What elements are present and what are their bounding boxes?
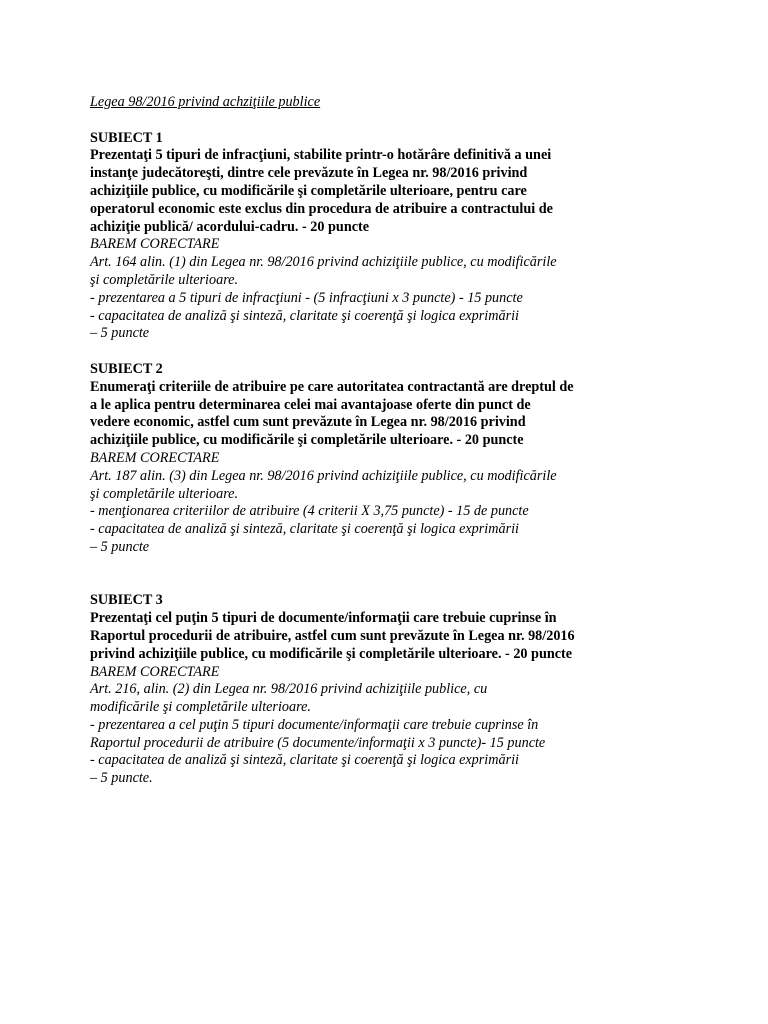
question-line: Enumeraţi criteriile de atribuire pe care autoritatea contractantă are dreptul de	[90, 378, 574, 395]
spacer	[90, 557, 630, 593]
subject-2	[90, 361, 630, 557]
question-line: instanţe judecătoreşti, dintre cele prevăzute în Legea nr. 98/2016 privind	[90, 165, 528, 182]
barem-line: Art. 216, alin. (2) din Legea nr. 98/2016 privind achiziţiile publice, cu	[90, 681, 488, 698]
question-line: vedere economic, astfel cum sunt prevăzute în Legea nr. 98/2016 privind	[90, 414, 526, 431]
barem-line: modificările şi completările ulterioare.	[90, 699, 311, 716]
barem-title: BAREM CORECTARE	[90, 236, 220, 253]
subject-heading: SUBIECT 2	[90, 360, 163, 377]
question-line: operatorul economic este exclus din procedura de atribuire a contractului de	[90, 200, 553, 217]
subject-heading: SUBIECT 3	[90, 592, 163, 609]
barem-line: Art. 187 alin. (3) din Legea nr. 98/2016 privind achiziţiile publice, cu modificările	[90, 467, 557, 484]
document-page	[90, 94, 630, 788]
barem-line: - capacitatea de analiză şi sinteză, claritate şi coerenţă şi logica exprimării	[90, 521, 519, 538]
barem-line: – 5 puncte	[90, 325, 150, 342]
question-line: achiziţie publică/ acordului-cadru. - 20 puncte	[90, 218, 370, 235]
barem-line: - capacitatea de analiză şi sinteză, claritate şi coerenţă şi logica exprimării	[90, 752, 519, 769]
question-line: a le aplica pentru determinarea celei mai avantajoase oferte din punct de	[90, 396, 531, 413]
barem-line: Art. 164 alin. (1) din Legea nr. 98/2016 privind achiziţiile publice, cu modificările	[90, 254, 557, 271]
barem-title: BAREM CORECTARE	[90, 449, 220, 466]
subject-1	[90, 130, 630, 344]
question-line: Prezentaţi cel puţin 5 tipuri de documente/informaţii care trebuie cuprinse în	[90, 610, 557, 627]
document-title: Legea 98/2016 privind achziţiile publice	[90, 94, 321, 110]
barem-title: BAREM CORECTARE	[90, 663, 220, 680]
barem-line: şi completările ulterioare.	[90, 271, 239, 288]
barem-line: - prezentarea a cel puţin 5 tipuri documente/informaţii care trebuie cuprinse în	[90, 716, 539, 733]
subject-heading: SUBIECT 1	[90, 129, 163, 146]
spacer	[90, 343, 630, 361]
subject-3	[90, 592, 630, 788]
question-line: Prezentaţi 5 tipuri de infracţiuni, stabilite printr-o hotărâre definitivă a unei	[90, 147, 552, 164]
barem-line: - menţionarea criteriilor de atribuire (4 criterii X 3,75 puncte) - 15 de puncte	[90, 503, 529, 520]
barem-line: - capacitatea de analiză şi sinteză, claritate şi coerenţă şi logica exprimării	[90, 307, 519, 324]
barem-line: şi completările ulterioare.	[90, 485, 239, 502]
spacer	[90, 112, 630, 130]
barem-line: – 5 puncte.	[90, 770, 153, 787]
barem-line: – 5 puncte	[90, 538, 150, 555]
barem-line: - prezentarea a 5 tipuri de infracţiuni - (5 infracţiuni x 3 puncte) - 15 puncte	[90, 289, 523, 306]
question-line: achiziţiile publice, cu modificările şi completările ulterioare, pentru care	[90, 182, 527, 199]
question-line: achiziţiile publice, cu modificările şi completările ulterioare. - 20 puncte	[90, 432, 524, 449]
question-line: Raportul procedurii de atribuire, astfel cum sunt prevăzute în Legea nr. 98/2016	[90, 627, 575, 644]
question-line: privind achiziţiile publice, cu modificările şi completările ulterioare. - 20 puncte	[90, 645, 573, 662]
barem-line: Raportul procedurii de atribuire (5 documente/informaţii x 3 puncte)- 15 puncte	[90, 734, 546, 751]
